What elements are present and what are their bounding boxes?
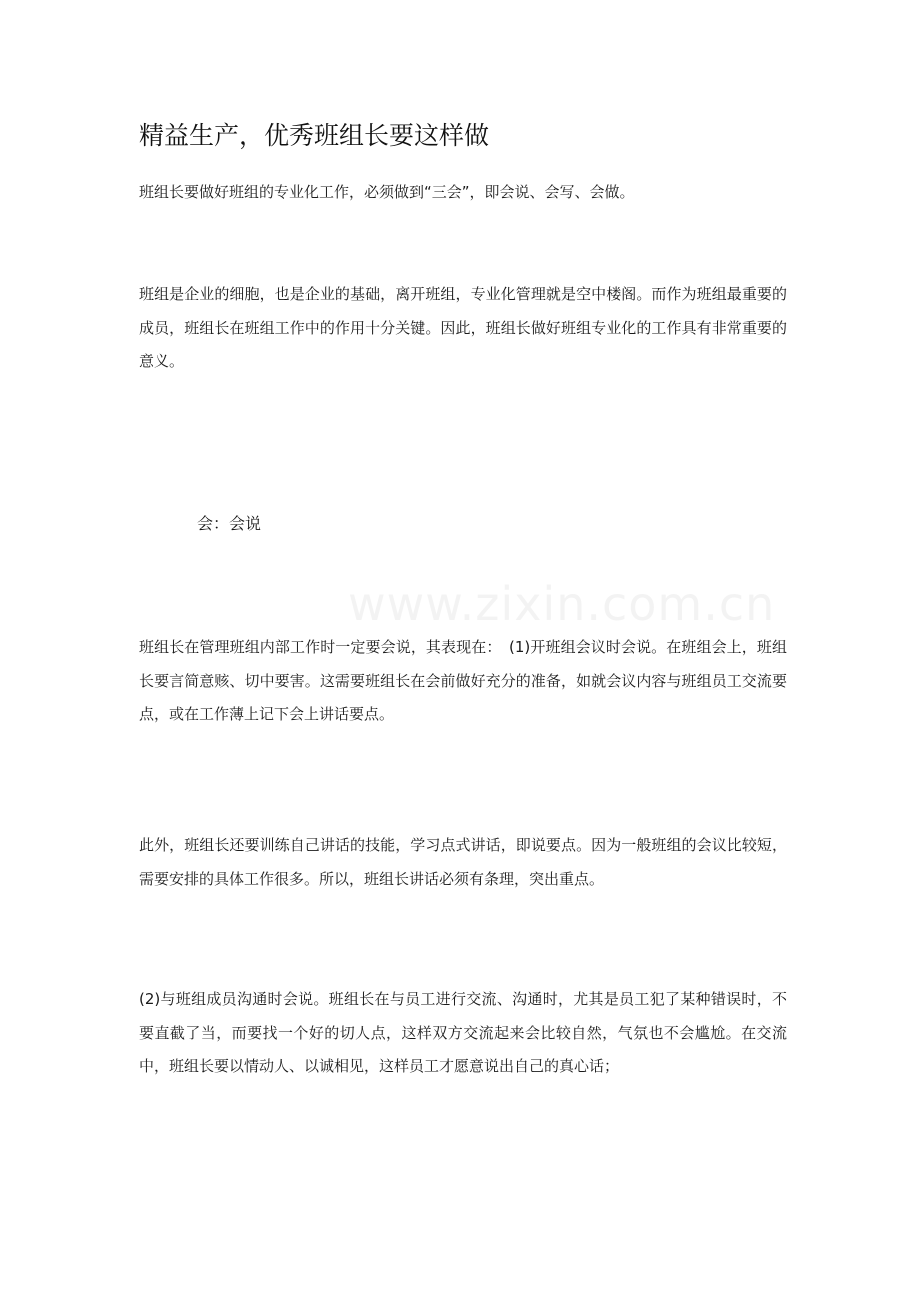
body-paragraph-3: 此外，班组长还要训练自己讲话的技能，学习点式讲话，即说要点。因为一般班组的会议比较短，需要安排的具体工作很多。所以，班组长讲话必须有条理，突出重点。 [139,836,787,888]
body-paragraph-2: 班组长在管理班组内部工作时一定要会说，其表现在： (1)开班组会议时会说。在班组会上，班组长要言简意赅、切中要害。这需要班组长在会前做好充分的准备，如就会议内容与班组员工交流要点，或在工作薄上记下会上讲话要点。 [139,638,787,723]
body-paragraph-1: 班组是企业的细胞，也是企业的基础，离开班组，专业化管理就是空中楼阁。而作为班组最重要的成员，班组长在班组工作中的作用十分关键。因此，班组长做好班组专业化的工作具有非常重要的意义。 [139,285,787,370]
section-heading: 会：会说 [197,514,262,533]
body-paragraph-4: (2)与班组成员沟通时会说。班组长在与员工进行交流、沟通时，尤其是员工犯了某种错误时，不要直截了当，而要找一个好的切人点，这样双方交流起来会比较自然，气氛也不会尴尬。在交流中，班组长要以情动人、以诚相见，这样员工才愿意说出自己的真心话； [139,990,787,1075]
watermark: www.zixin.com.cn [348,577,776,631]
page-title: 精益生产，优秀班组长要这样做 [139,121,490,150]
intro-paragraph: 班组长要做好班组的专业化工作，必须做到“三会”，即会说、会写、会做。 [139,183,635,201]
